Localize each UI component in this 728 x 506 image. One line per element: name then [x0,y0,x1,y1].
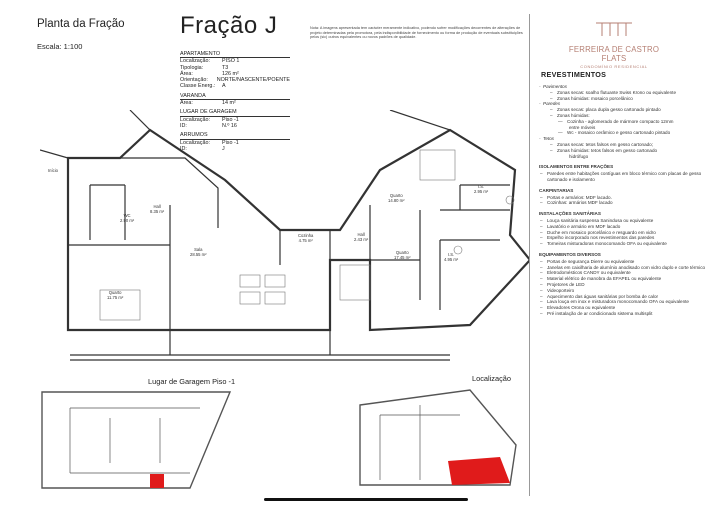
spec-item: – Zonas húmidas: tetos falsos em gesso cartonado [539,148,709,154]
spec-item: – Espelho incorporado nos revestimentos das paredes [539,235,709,241]
room-quarto2: Quarto 14.80 m² [388,193,405,203]
logo-icon [594,20,634,38]
info-row: Orientação: NORTE/NASCENTE/POENTE [180,77,290,84]
room-quarto3: Quarto 17.45 m² [394,250,411,260]
spec-section-title: CARPINTARIAS [539,187,574,193]
info-row: Classe Energ.: A [180,83,226,90]
fraction-title: Fração J [180,12,278,39]
scroll-indicator[interactable] [264,498,468,501]
info-row: Tipologia: T3 [180,64,229,71]
spec-item: – Zonas secas: tetos falsos em gesso cartonado; [539,142,709,148]
plant-title: Planta da Fração [37,18,125,30]
column-divider [529,14,530,496]
garage-plan [40,388,240,494]
spec-item: – Elevadores Orona ou equivalente [539,305,709,311]
info-section-apartamento: APARTAMENTO [180,51,290,58]
spec-section-title: INSTALAÇÕES SANITÁRIAS [539,211,601,217]
spec-item: - Pavimentos [539,84,709,90]
location-label: Localização [472,374,512,383]
spec-item: – Zonas secas: placa dupla gesso cartonado pintado [539,107,709,113]
spec-item: – Lava louça em inox e misturadora monocomando OFA ou equivalente [539,299,709,305]
spec-item: – Cozinhas: armários MDF lacado [539,200,709,206]
spec-item: – Zonas húmidas: [539,113,709,119]
garage-label: Lugar de Garagem Piso -1 [148,377,236,386]
room-quarto1: Quarto 11.75 m² [107,290,124,300]
spec-item: – Videoporteiro [539,288,709,294]
info-row: ID: N.º 16 [180,122,237,129]
info-section-arrumos: ARRUMOS [180,132,290,139]
garage-highlight [150,474,164,488]
specs-title: REVESTIMENTOS [541,70,607,79]
spec-item: hidrófugo [569,153,589,159]
info-row: ID: J [180,145,225,152]
info-row: Localização: Piso -1 [180,139,239,146]
spec-item: — Cozinha - aglomerado de mármore compacto 12mm [539,119,709,125]
spec-item: – Aquecimento das águas sanitárias por bomba de calor [539,294,709,300]
brand-sub: CONDOMÍNIO RESIDENCIAL [580,64,648,69]
spec-item: — Wc - mosaico cerâmico e gesso cartonado pintado [539,130,709,136]
spec-item: – Material elétrico de manobra da EFAPEL ou equivalente [539,276,709,282]
spec-item: – Pré instalação de ar condicionado sistema multisplit [539,311,709,317]
room-is1: I.S. 2.95 m² [474,184,489,194]
room-hall1: Hall 8.35 m² [150,204,165,214]
spec-item: – Portas e armários: MDF lacado. [539,195,709,201]
spec-item: - Paredes [539,101,709,107]
room-hall2: Hall 2.43 m² [354,232,369,242]
spec-item: – Torneiras misturadoras monocomando OFA ou equivalente [539,241,709,247]
spec-item: – Lavatório e armário em MDF lacado [539,224,709,230]
spec-item: – Zonas húmidas: mosaico porcelânico [539,96,709,102]
info-section-garagem: LUGAR DE GARAGEM [180,109,290,116]
spec-item: – Eletrodomésticos CANDY ou equivalente [539,270,709,276]
spec-section-title: EQUIPAMENTOS DIVERSOS [539,251,601,257]
room-wc1: WC 2.90 m² [120,213,135,223]
info-row: Localização: Piso -1 [180,116,239,123]
location-highlight [448,457,510,485]
spec-item: – Paredes entre habitações contíguas em bloco térmico com placas de gesso cartonado e isolamento [539,171,709,183]
room-sala: Sala 28.55 m² [190,247,207,257]
spec-item: – Zonas secas: soalho flutuante Swiss Krono ou equivalente [539,90,709,96]
room-cozinha: Cozinha 4.75 m² [298,233,314,243]
brand-logo [566,20,662,69]
spec-section-title: ISOLAMENTOS ENTRE FRAÇÕES [539,164,614,170]
room-inicio: Início [48,168,59,173]
spec-item: – Projetores de LED [539,282,709,288]
room-is2: I.S. 4.95 m² [444,252,459,262]
info-row: Localização: PISO 1 [180,58,240,65]
disclaimer-note: Nota: A imagens apresentada tem carácter meramente indicativo, podendo sofrer modificações decorrentes de alterações de projeto determinadas pela promotora, pela indisponibilidade de fornecimento ou forma de produção de eventuais substituições pelos (sic) outros equivalentes ou novos padrões de qualidade. [310,26,523,40]
scale-label: Escala: 1:100 [37,42,83,51]
brand-name: FERREIRA DE CASTRO FLATS [568,45,660,63]
info-row: Área: 14 m² [180,100,236,107]
info-section-varanda: VARANDA [180,93,290,100]
spec-item: – Portas de segurança Dierre ou equivalente [539,259,709,265]
spec-item: - Tetos [539,136,709,142]
spec-item: – Louça sanitária suspensa Sanindusa ou equivalente [539,218,709,224]
spec-item: – Duche em mosaico porcelânico e resguardo em vidro [539,230,709,236]
floor-plan [40,110,530,372]
info-row: Área: 126 m² [180,70,239,77]
location-plan [340,385,528,493]
specs-list [539,84,709,317]
spec-item: entre móveis [569,124,596,130]
spec-item: – Janelas em caixilharia de alumínio anodisado com vidro duplo e corte térmico [539,265,709,271]
